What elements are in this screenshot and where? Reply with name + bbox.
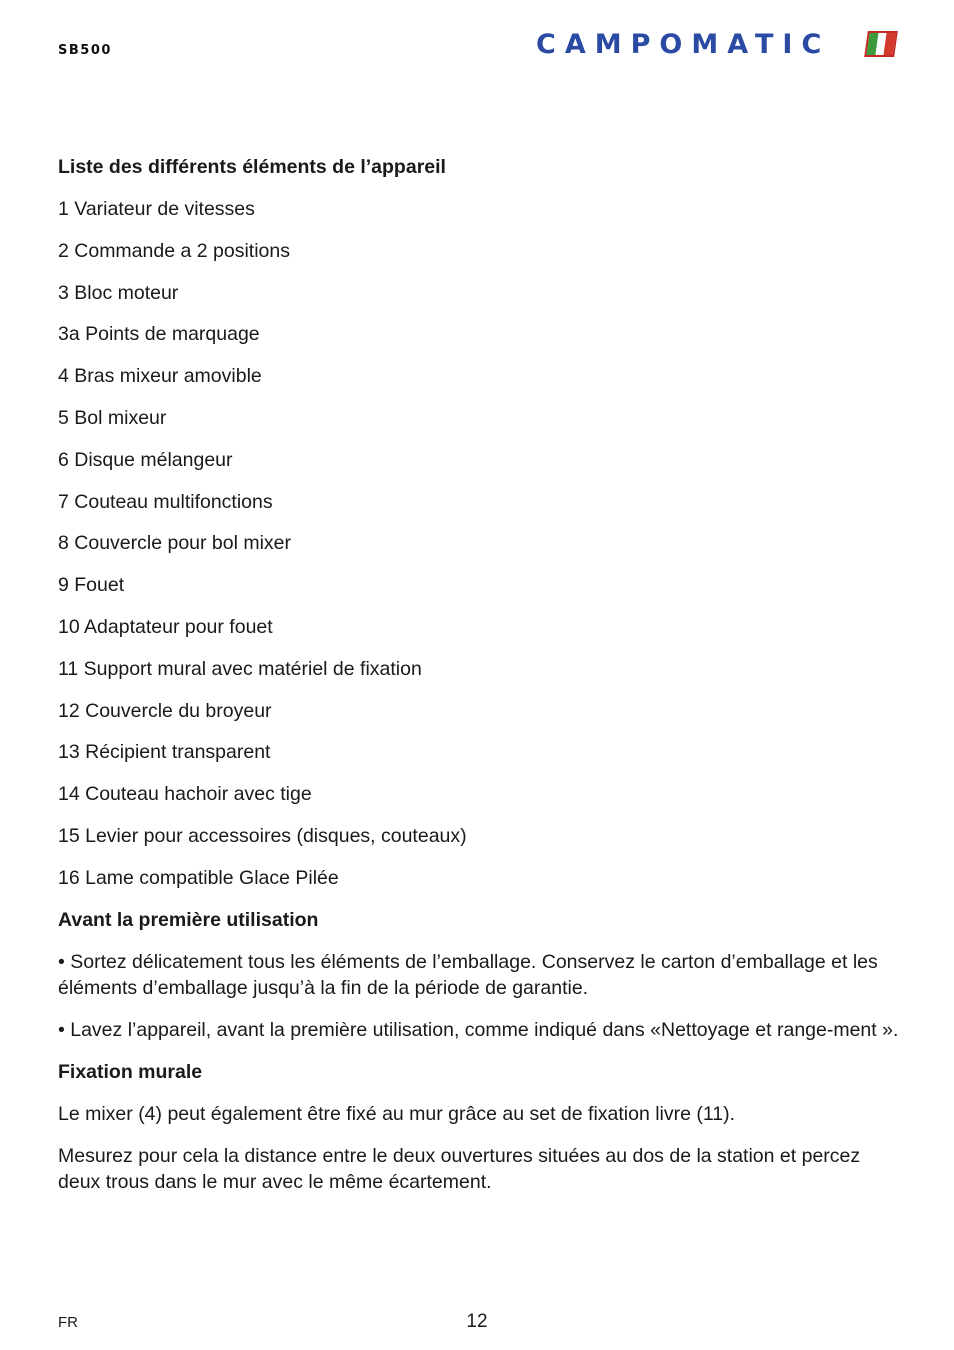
list-item: 7 Couteau multifonctions [58, 490, 273, 513]
list-item: 16 Lame compatible Glace Pilée [58, 866, 339, 889]
list-item: 11 Support mural avec matériel de fixation [58, 657, 422, 680]
wall-mount-paragraph: Mesurez pour cela la distance entre le deux ouvertures situées au dos de la station et percez deux trous dans le mur avec le même écartement. [58, 1144, 861, 1193]
page-content [58, 154, 903, 1211]
first-use-paragraph: • Lavez l’appareil, avant la première utilisation, comme indiqué dans «Nettoyage et range-ment ». [58, 1018, 899, 1041]
list-item: 5 Bol mixeur [58, 406, 167, 429]
list-item: 8 Couvercle pour bol mixer [58, 532, 292, 555]
list-item: 12 Couvercle du broyeur [58, 699, 272, 722]
wall-mount-paragraph: Le mixer (4) peut également être fixé au mur grâce au set de fixation livre (11). [58, 1102, 736, 1125]
list-item: 3a Points de marquage [58, 323, 260, 346]
italian-flag-icon [864, 31, 898, 57]
first-use-heading: Avant la première utilisation [58, 908, 319, 931]
list-item: 2 Commande a 2 positions [58, 239, 290, 262]
list-item: 3 Bloc moteur [58, 281, 179, 304]
footer-language: FR [58, 1314, 78, 1331]
list-item: 9 Fouet [58, 574, 125, 597]
list-item: 4 Bras mixeur amovible [58, 365, 262, 388]
page-number: 12 [466, 1311, 488, 1332]
first-use-paragraph: • Sortez délicatement tous les éléments de l’emballage. Conservez le carton d’emballage et les éléments d’emballage jusqu’à la fin de la période de garantie. [58, 950, 878, 999]
list-item: 14 Couteau hachoir avec tige [58, 783, 312, 806]
wall-mount-heading: Fixation murale [58, 1060, 203, 1083]
brand-logo [536, 30, 898, 60]
parts-list-heading: Liste des différents éléments de l’appareil [58, 156, 446, 178]
list-item: 1 Variateur de vitesses [58, 198, 255, 220]
list-item: 13 Récipient transparent [58, 741, 271, 764]
list-item: 15 Levier pour accessoires (disques, couteaux) [58, 824, 467, 847]
list-item: 10 Adaptateur pour fouet [58, 615, 273, 638]
parts-list [58, 196, 903, 891]
model-name: SB500 [58, 43, 112, 58]
brand-logo-text: CAMPOMATIC [536, 29, 831, 60]
list-item: 6 Disque mélangeur [58, 448, 233, 471]
